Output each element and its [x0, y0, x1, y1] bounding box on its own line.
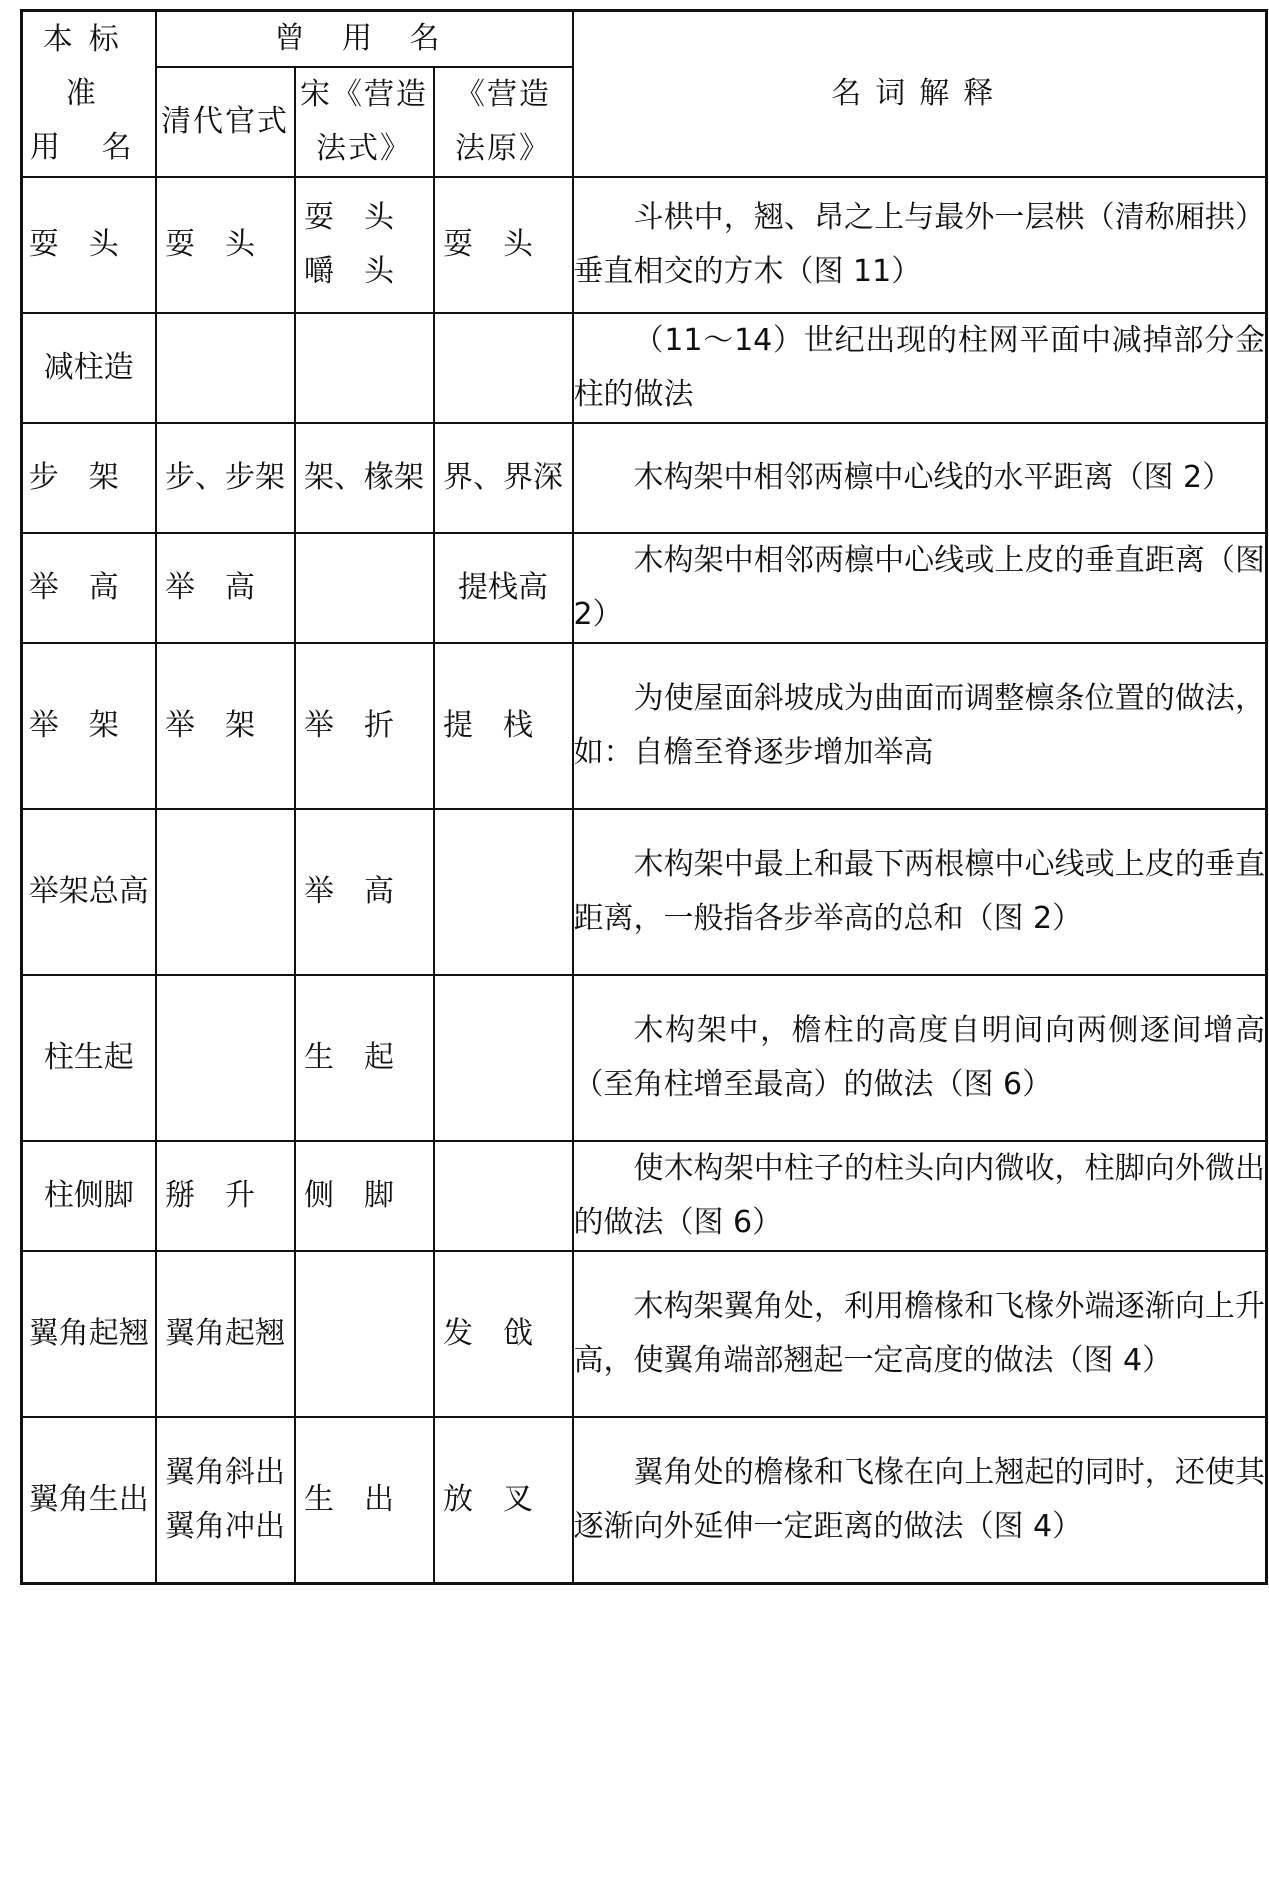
cell-fayuan-name: 提栈 [434, 643, 573, 809]
cell-explanation: （11～14）世纪出现的柱网平面中减掉部分金柱的做法 [573, 313, 1267, 423]
cell-qing-name: 翼角起翘 [156, 1251, 295, 1417]
cell-fayuan-name [434, 975, 573, 1141]
cell-song-name [295, 533, 434, 643]
cell-explanation: 木构架翼角处，利用檐椽和飞椽外端逐渐向上升高，使翼角端部翘起一定高度的做法（图 4） [573, 1251, 1267, 1417]
cell-song-name: 架、椽架 [295, 423, 434, 533]
cell-explanation: 木构架中最上和最下两根檩中心线或上皮的垂直距离，一般指各步举高的总和（图 2） [573, 809, 1267, 975]
header-standard-name: 本标准 用 名 [22, 11, 156, 178]
terms-table-body [22, 11, 1267, 1584]
cell-qing-name [156, 809, 295, 975]
cell-qing-name: 步、步架 [156, 423, 295, 533]
cell-fayuan-name: 发戗 [434, 1251, 573, 1417]
cell-standard-name: 柱侧脚 [22, 1141, 156, 1251]
cell-song-name: 举高 [295, 809, 434, 975]
cell-explanation: 木构架中，檐柱的高度自明间向两侧逐间增高（至角柱增至最高）的做法（图 6） [573, 975, 1267, 1141]
cell-explanation: 木构架中相邻两檩中心线或上皮的垂直距离（图 2） [573, 533, 1267, 643]
cell-song-name: 侧脚 [295, 1141, 434, 1251]
cell-standard-name: 减柱造 [22, 313, 156, 423]
terms-table [20, 9, 1268, 1585]
cell-standard-name: 柱生起 [22, 975, 156, 1141]
cell-fayuan-name: 界、界深 [434, 423, 573, 533]
cell-song-name: 生起 [295, 975, 434, 1141]
header-qing: 清代官式 [156, 67, 295, 177]
cell-fayuan-name: 放叉 [434, 1417, 573, 1583]
table-row [22, 177, 1267, 313]
cell-explanation: 斗栱中，翘、昂之上与最外一层栱（清称厢拱）垂直相交的方木（图 11） [573, 177, 1267, 313]
cell-qing-name: 耍头 [156, 177, 295, 313]
cell-qing-name [156, 313, 295, 423]
cell-standard-name: 步架 [22, 423, 156, 533]
header-explanation: 名词解释 [573, 11, 1267, 178]
cell-fayuan-name: 耍头 [434, 177, 573, 313]
cell-song-name: 生出 [295, 1417, 434, 1583]
cell-fayuan-name [434, 1141, 573, 1251]
table-row [22, 643, 1267, 809]
cell-qing-name: 掰升 [156, 1141, 295, 1251]
cell-standard-name: 举架总高 [22, 809, 156, 975]
cell-song-name: 举折 [295, 643, 434, 809]
cell-explanation: 翼角处的檐椽和飞椽在向上翘起的同时，还使其逐渐向外延伸一定距离的做法（图 4） [573, 1417, 1267, 1583]
cell-qing-name [156, 975, 295, 1141]
cell-explanation: 使木构架中柱子的柱头向内微收，柱脚向外微出的做法（图 6） [573, 1141, 1267, 1251]
cell-explanation: 为使屋面斜坡成为曲面而调整檩条位置的做法，如：自檐至脊逐步增加举高 [573, 643, 1267, 809]
table-row [22, 313, 1267, 423]
cell-standard-name: 举高 [22, 533, 156, 643]
cell-song-name [295, 1251, 434, 1417]
header-row-top [22, 11, 1267, 68]
cell-qing-name: 翼角斜出 翼角冲出 [156, 1417, 295, 1583]
cell-standard-name: 举架 [22, 643, 156, 809]
table-row [22, 809, 1267, 975]
cell-standard-name: 耍头 [22, 177, 156, 313]
cell-standard-name: 翼角起翘 [22, 1251, 156, 1417]
table-row [22, 1251, 1267, 1417]
cell-song-name [295, 313, 434, 423]
cell-explanation: 木构架中相邻两檩中心线的水平距离（图 2） [573, 423, 1267, 533]
table-row [22, 975, 1267, 1141]
header-song: 宋《营造 法式》 [295, 67, 434, 177]
table-row [22, 1141, 1267, 1251]
cell-fayuan-name: 提栈高 [434, 533, 573, 643]
table-row [22, 533, 1267, 643]
cell-fayuan-name [434, 809, 573, 975]
table-row [22, 423, 1267, 533]
cell-fayuan-name [434, 313, 573, 423]
header-former-names: 曾 用 名 [156, 11, 573, 68]
cell-qing-name: 举架 [156, 643, 295, 809]
table-row [22, 1417, 1267, 1583]
cell-song-name: 耍头 嚼头 [295, 177, 434, 313]
cell-qing-name: 举高 [156, 533, 295, 643]
header-yingzao-fayuan: 《营造 法原》 [434, 67, 573, 177]
cell-standard-name: 翼角生出 [22, 1417, 156, 1583]
